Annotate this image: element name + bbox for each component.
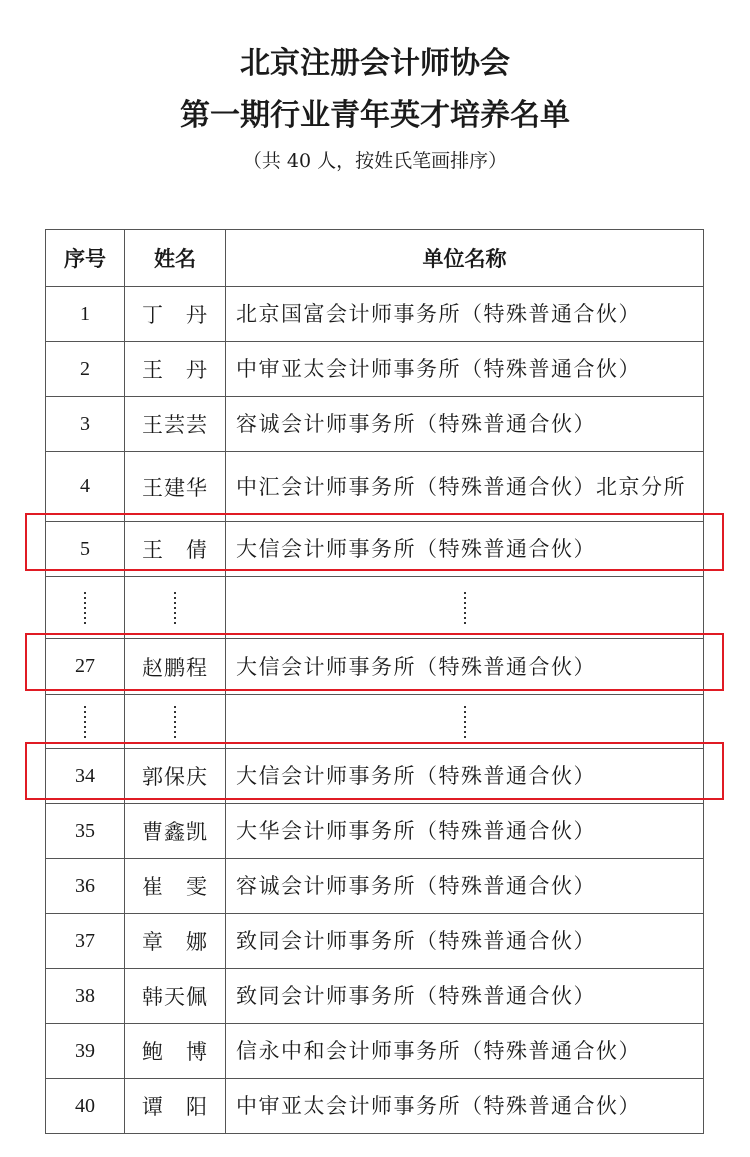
row-name: 鲍 博: [125, 1024, 226, 1079]
row-unit: 大信会计师事务所（特殊普通合伙）: [226, 522, 704, 577]
row-seq: 37: [46, 914, 125, 969]
row-name: 王 倩: [125, 522, 226, 577]
vertical-ellipsis: [464, 706, 466, 738]
table-row: [46, 804, 704, 859]
vertical-ellipsis: [464, 592, 466, 624]
table-row: [46, 452, 704, 522]
row-name: 章 娜: [125, 914, 226, 969]
row-unit: 致同会计师事务所（特殊普通合伙）: [226, 969, 704, 1024]
row-name: 曹鑫凯: [125, 804, 226, 859]
row-name: 王建华: [125, 452, 226, 522]
row-unit: 中汇会计师事务所（特殊普通合伙）北京分所: [226, 452, 704, 522]
row-seq: 40: [46, 1079, 125, 1134]
highlight-box-row-34: [25, 742, 724, 800]
row-seq: 2: [46, 342, 125, 397]
row-unit: 大信会计师事务所（特殊普通合伙）: [226, 639, 704, 695]
row-name: 韩天佩: [125, 969, 226, 1024]
table-row: [46, 287, 704, 342]
row-seq: 35: [46, 804, 125, 859]
row-unit: 致同会计师事务所（特殊普通合伙）: [226, 914, 704, 969]
row-seq: 34: [46, 749, 125, 804]
row-seq: 39: [46, 1024, 125, 1079]
table-header-row: [46, 230, 704, 287]
row-unit: 中审亚太会计师事务所（特殊普通合伙）: [226, 1079, 704, 1134]
list-note: （共 40 人，按姓氏笔画排序）: [242, 150, 508, 172]
ellipsis-row: [46, 577, 704, 639]
row-seq: 36: [46, 859, 125, 914]
row-unit: 信永中和会计师事务所（特殊普通合伙）: [226, 1024, 704, 1079]
row-unit: 容诚会计师事务所（特殊普通合伙）: [226, 397, 704, 452]
row-name: 王 丹: [125, 342, 226, 397]
row-seq: 3: [46, 397, 125, 452]
row-seq: 38: [46, 969, 125, 1024]
row-name: 谭 阳: [125, 1079, 226, 1134]
row-name: 赵鹏程: [125, 639, 226, 695]
row-name: 崔 雯: [125, 859, 226, 914]
row-name: 王芸芸: [125, 397, 226, 452]
column-header-unit: 单位名称: [226, 230, 704, 287]
row-unit: 中审亚太会计师事务所（特殊普通合伙）: [226, 342, 704, 397]
document-title: 北京注册会计师协会: [240, 46, 510, 81]
row-unit: 北京国富会计师事务所（特殊普通合伙）: [226, 287, 704, 342]
table-row: [46, 1024, 704, 1079]
row-seq: 27: [46, 639, 125, 695]
table-row: [46, 397, 704, 452]
vertical-ellipsis: [84, 706, 86, 738]
row-seq: 1: [46, 287, 125, 342]
highlight-box-row-5: [25, 513, 724, 571]
table-row: [46, 342, 704, 397]
table-row: [46, 914, 704, 969]
row-seq: 4: [46, 452, 125, 522]
ellipsis-row: [46, 695, 704, 749]
row-seq: 5: [46, 522, 125, 577]
row-unit: 大信会计师事务所（特殊普通合伙）: [226, 749, 704, 804]
table-row: [46, 969, 704, 1024]
table-row: [46, 859, 704, 914]
table-row: [46, 1079, 704, 1134]
vertical-ellipsis: [174, 706, 176, 738]
vertical-ellipsis: [84, 592, 86, 624]
document-subtitle-title: 第一期行业青年英才培养名单: [180, 98, 570, 133]
column-header-seq: 序号: [46, 230, 125, 287]
row-name: 丁 丹: [125, 287, 226, 342]
highlight-box-row-27: [25, 633, 724, 691]
row-unit: 大华会计师事务所（特殊普通合伙）: [226, 804, 704, 859]
vertical-ellipsis: [174, 592, 176, 624]
column-header-name: 姓名: [125, 230, 226, 287]
row-name: 郭保庆: [125, 749, 226, 804]
row-unit: 容诚会计师事务所（特殊普通合伙）: [226, 859, 704, 914]
